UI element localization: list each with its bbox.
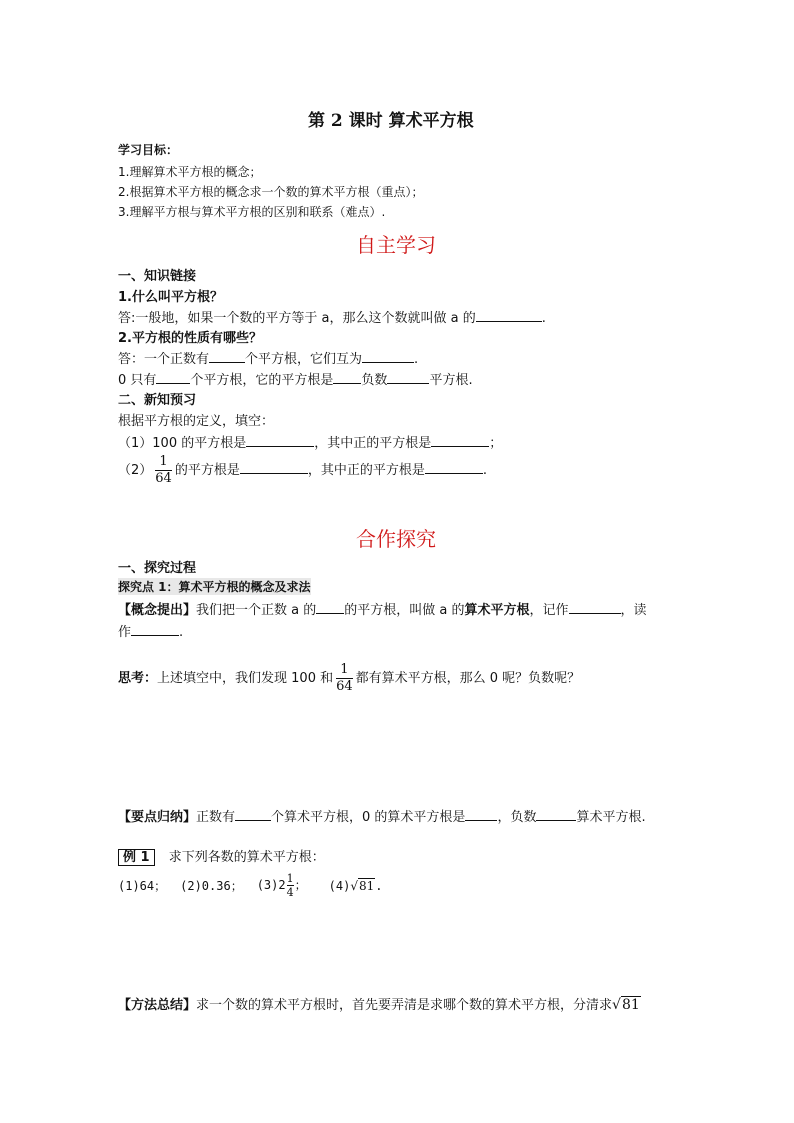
example-1: 例 1 求下列各数的算术平方根：: [118, 846, 325, 865]
fill-blank[interactable]: [316, 600, 344, 614]
fill-blank[interactable]: [333, 370, 361, 384]
fraction-1-64: $\frac{1}{64}$: [155, 454, 172, 486]
question-2: 2.平方根的性质有哪些？: [118, 331, 262, 346]
preview-item-2: （2） $\frac{1}{64}$ 的平方根是 ，其中正的平方根是 .: [118, 454, 487, 486]
explore-point-1: 探究点 1：算术平方根的概念及求法: [118, 580, 311, 594]
fill-blank[interactable]: [425, 460, 483, 474]
section-heading-cooperative: 合作探究: [356, 527, 436, 551]
example-items: [118, 872, 382, 899]
explore-heading: 一、探究过程: [118, 561, 197, 576]
fill-blank[interactable]: [536, 807, 576, 821]
goal-item-1: 1.理解算术平方根的概念；: [118, 165, 262, 179]
concept-line-1: 【概念提出】我们把一个正数 a 的 的平方根，叫做 a 的算术平方根，记作 ，读: [118, 599, 647, 618]
example-item-4: (4)√81.: [328, 878, 383, 893]
example-item-3: (3)2 $\frac{1}{4}$ ；: [256, 872, 307, 899]
fill-blank[interactable]: [156, 370, 190, 384]
preview-item-1: （1）100 的平方根是 ，其中正的平方根是 ；: [118, 432, 502, 451]
answer-3: 0 只有 个平方根，它的平方根是 负数 平方根.: [118, 369, 473, 388]
example-item-2: (2)0.36；: [180, 879, 243, 893]
page-title: 第 2 课时 算术平方根: [308, 111, 474, 131]
fill-blank[interactable]: [240, 460, 308, 474]
example-tag: 例 1: [118, 849, 155, 866]
fill-blank[interactable]: [246, 433, 314, 447]
answer-1: 答:一般地，如果一个数的平方等于 a，那么这个数就叫做 a 的 .: [118, 307, 546, 326]
knowledge-link-heading: 一、知识链接: [118, 269, 197, 284]
fill-blank[interactable]: [362, 349, 414, 363]
think-question: 思考：上述填空中，我们发现 100 和 $\frac{1}{64}$ 都有算术平方根，那么 0 呢？负数呢？: [118, 662, 581, 694]
preview-heading: 二、新知预习: [118, 393, 197, 408]
fill-blank[interactable]: [476, 308, 542, 322]
fill-blank[interactable]: [387, 370, 429, 384]
answer-2: 答：一个正数有 个平方根，它们互为 .: [118, 348, 418, 367]
fill-blank[interactable]: [235, 807, 271, 821]
fraction-1-64: $\frac{1}{64}$: [336, 662, 353, 694]
method-summary: 【方法总结】求一个数的算术平方根时，首先要弄清是求哪个数的算术平方根，分清求√81: [118, 997, 640, 1013]
goals-heading: 学习目标：: [118, 143, 179, 157]
section-heading-self-study: 自主学习: [356, 233, 436, 257]
example-item-1: (1)64；: [118, 879, 167, 893]
key-points: 【要点归纳】正数有 个算术平方根，0 的算术平方根是 ，负数 算术平方根.: [118, 806, 646, 825]
fill-blank[interactable]: [569, 600, 621, 614]
fill-blank[interactable]: [431, 433, 489, 447]
fill-blank[interactable]: [465, 807, 497, 821]
question-1: 1.什么叫平方根？: [118, 290, 223, 305]
goal-item-3: 3.理解平方根与算术平方根的区别和联系（难点）.: [118, 205, 386, 219]
fill-blank[interactable]: [131, 622, 179, 636]
concept-line-2: 作 .: [118, 621, 183, 640]
goal-item-2: 2.根据算术平方根的概念求一个数的算术平方根（重点）；: [118, 185, 424, 199]
preview-intro: 根据平方根的定义，填空：: [118, 414, 275, 429]
fill-blank[interactable]: [209, 349, 245, 363]
